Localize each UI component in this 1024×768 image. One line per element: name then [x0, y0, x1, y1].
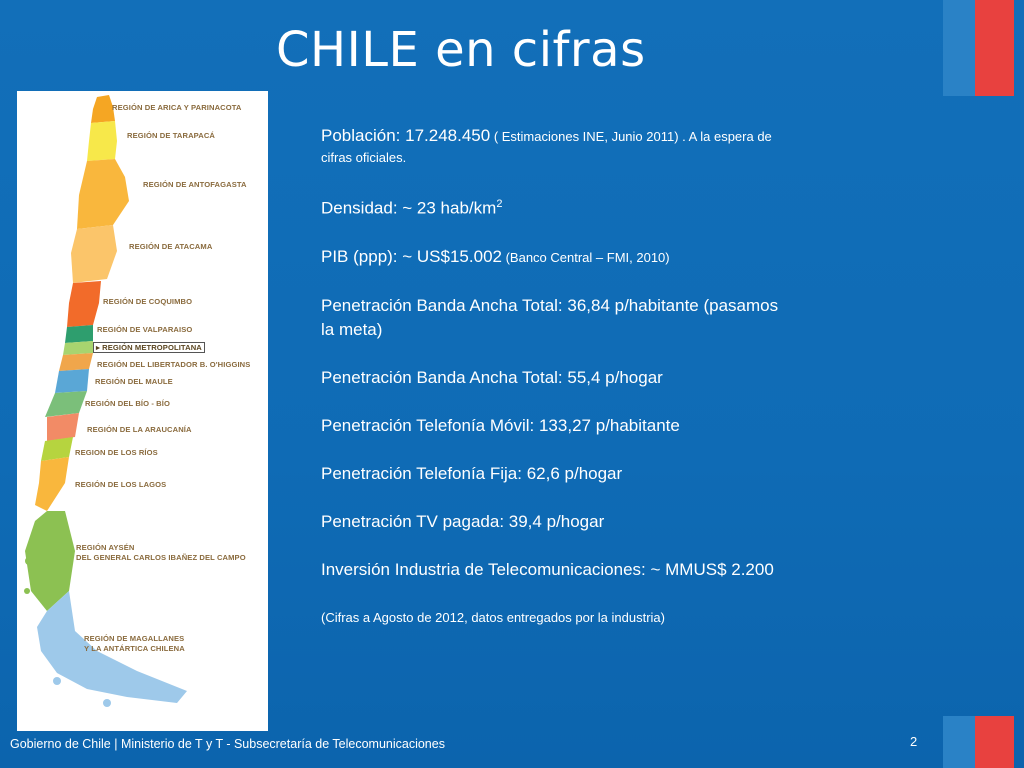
region-label-biobio: REGIÓN DEL BÍO - BÍO [85, 399, 170, 408]
region-loslagos-shape [35, 457, 69, 511]
stat-tv-pagada: Penetración TV pagada: 39,4 p/hogar [321, 511, 605, 531]
stats-list [321, 126, 796, 654]
stat-pib-main: PIB (ppp): ~ US$15.002 [321, 246, 502, 266]
region-maule-shape [55, 369, 89, 393]
region-label-metropolitana-text: REGIÓN METROPOLITANA [102, 343, 202, 352]
stat-telefonia-movil: Penetración Telefonía Móvil: 133,27 p/habitante [321, 415, 680, 435]
region-label-loslagos: REGIÓN DE LOS LAGOS [75, 480, 167, 489]
region-label-maule: REGIÓN DEL MAULE [95, 377, 173, 386]
region-label-atacama: REGIÓN DE ATACAMA [129, 242, 213, 251]
region-atacama-shape [71, 225, 117, 283]
region-label-araucania: REGIÓN DE LA ARAUCANÍA [87, 425, 192, 434]
region-biobio-shape [45, 391, 87, 417]
region-label-ohiggins: REGIÓN DEL LIBERTADOR B. O'HIGGINS [97, 360, 251, 369]
region-ohiggins-shape [59, 353, 93, 371]
page-number: 2 [910, 734, 918, 749]
stat-densidad-sup: 2 [496, 198, 503, 210]
region-coquimbo-shape [67, 281, 101, 327]
island-shape [25, 557, 33, 565]
flag-block-blue-bottom [943, 716, 975, 768]
stat-banda-ancha-habitante: Penetración Banda Ancha Total: 36,84 p/habitante (pasamos la meta) [321, 295, 779, 339]
stat-pib [321, 245, 796, 270]
region-label-valparaiso: REGIÓN DE VALPARAISO [97, 325, 193, 334]
stat-densidad [321, 192, 796, 221]
region-valparaiso-shape [65, 325, 93, 343]
stat-telefonia-fija: Penetración Telefonía Fija: 62,6 p/hogar [321, 463, 623, 483]
region-tarapaca-shape [87, 121, 117, 161]
island-shape [53, 677, 61, 685]
region-label-magallanes-line2: Y LA ANTÁRTICA CHILENA [84, 644, 185, 653]
region-araucania-shape [47, 413, 79, 441]
region-label-magallanes-line1: REGIÓN DE MAGALLANES [84, 634, 185, 643]
flag-block-red-top [975, 0, 1014, 96]
region-label-losrios: REGION DE LOS RÍOS [75, 448, 158, 457]
stat-poblacion [321, 126, 796, 168]
region-label-magallanes [84, 634, 185, 654]
stat-fuente: (Cifras a Agosto de 2012, datos entregados por la industria) [321, 609, 665, 625]
region-label-aysen-line2: DEL GENERAL CARLOS IBAÑEZ DEL CAMPO [76, 553, 246, 562]
region-label-aysen-line1: REGIÓN AYSÉN [76, 543, 135, 552]
region-label-antofagasta: REGIÓN DE ANTOFAGASTA [143, 180, 247, 189]
region-label-aysen [76, 543, 246, 563]
slide-footer: Gobierno de Chile | Ministerio de T y T - Subsecretaría de Telecomunicaciones [10, 737, 445, 751]
island-shape [24, 588, 30, 594]
flag-block-blue-top [943, 0, 975, 96]
island-shape [103, 699, 111, 707]
highlight-arrow-icon: ▸ [96, 343, 103, 352]
stat-inversion: Inversión Industria de Telecomunicaciones: ~ MMUS$ 2.200 [321, 559, 774, 579]
stat-poblacion-note: ( Estimaciones INE, Junio 2011) . A la espera de cifras oficiales. [321, 129, 772, 165]
stat-pib-note: (Banco Central – FMI, 2010) [501, 249, 670, 265]
stat-banda-ancha-hogar: Penetración Banda Ancha Total: 55,4 p/hogar [321, 367, 663, 387]
chile-regions-map [17, 91, 268, 731]
region-label-metropolitana [93, 342, 205, 353]
stat-poblacion-main: Población: 17.248.450 [321, 126, 491, 145]
slide-title: CHILE en cifras [276, 22, 646, 78]
region-antofagasta-shape [77, 159, 129, 229]
region-label-tarapaca: REGIÓN DE TARAPACÁ [127, 131, 216, 140]
region-label-arica: REGIÓN DE ARICA Y PARINACOTA [112, 103, 242, 112]
flag-block-red-bottom [975, 716, 1014, 768]
region-label-coquimbo: REGIÓN DE COQUIMBO [103, 297, 193, 306]
region-metropolitana-shape [63, 341, 93, 355]
stat-densidad-text: Densidad: ~ 23 hab/km [321, 198, 497, 218]
